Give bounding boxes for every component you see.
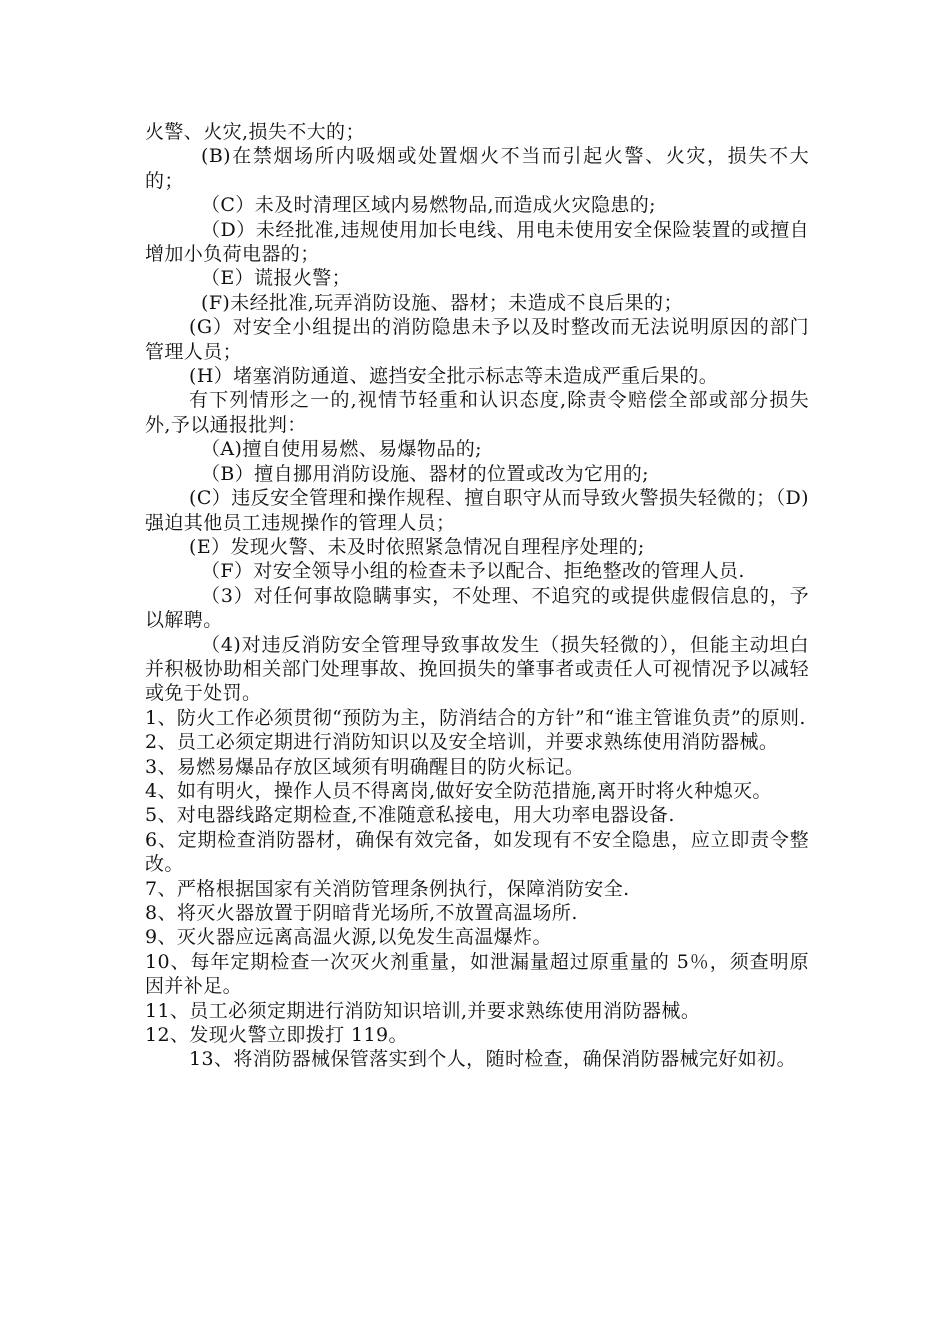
paragraph: (E）发现火警、未及时依照紧急情况自理程序处理的; [189, 535, 645, 558]
list-item: 10、每年定期检查一次灭火剂重量，如泄漏量超过原重量的 5％，须查明原因并补足。 [145, 950, 809, 998]
paragraph: （B）擅自挪用消防设施、器材的位置或改为它用的; [201, 462, 649, 485]
list-item: 7、严格根据国家有关消防管理条例执行，保障消防安全. [145, 877, 630, 900]
document-body [145, 120, 809, 1072]
paragraph: (H）堵塞消防通道、遮挡安全批示标志等未造成严重后果的。 [189, 365, 719, 388]
paragraph: （A)擅自使用易燃、易爆物品的; [201, 438, 482, 461]
list-item: 6、定期检查消防器材，确保有效完备，如发现有不安全隐患，应立即责令整改。 [145, 828, 809, 876]
list-item: 3、易燃易爆品存放区域须有明确醒目的防火标记。 [145, 755, 585, 778]
list-item: 13、将消防器械保管落实到个人，随时检查，确保消防器械完好如初。 [189, 1048, 796, 1071]
paragraph: (G）对安全小组提出的消防隐患未予以及时整改而无法说明原因的部门管理人员； [145, 316, 809, 363]
paragraph: (C）违反安全管理和操作规程、擅自职守从而导致火警损失轻微的；（D)强迫其他员工违规操作的管理人员； [145, 487, 809, 534]
paragraph: （C）未及时清理区域内易燃物品,而造成火灾隐患的; [201, 194, 656, 217]
list-item: 1、防火工作必须贯彻“预防为主，防消结合的方针”和“谁主管谁负责”的原则. [145, 706, 806, 729]
list-item: 2、员工必须定期进行消防知识以及安全培训，并要求熟练使用消防器械。 [145, 731, 779, 754]
list-item: 4、如有明火，操作人员不得离岗,做好安全防范措施,离开时将火种熄灭。 [145, 779, 772, 802]
paragraph: （E）谎报火警； [201, 267, 352, 290]
list-item: 5、对电器线路定期检查,不准随意私接电，用大功率电器设备. [145, 804, 675, 827]
list-item: 11、员工必须定期进行消防知识培训,并要求熟练使用消防器械。 [145, 999, 701, 1022]
paragraph: 有下列情形之一的,视情节轻重和认识态度,除责令赔偿全部或部分损失外,予以通报批判： [145, 389, 809, 436]
paragraph: (B)在禁烟场所内吸烟或处置烟火不当而引起火警、火灾，损失不大的； [145, 145, 809, 192]
paragraph: （4)对违反消防安全管理导致事故发生（损失轻微的），但能主动坦白并积极协助相关部门处理事故、挽回损失的肇事者或责任人可视情况予以减轻或免于处罚。 [145, 633, 809, 705]
paragraph: (F)未经批准,玩弄消防设施、器材；未造成不良后果的； [201, 291, 683, 314]
paragraph: （F）对安全领导小组的检查未予以配合、拒绝整改的管理人员. [201, 560, 745, 583]
paragraph: （D）未经批准,违规使用加长电线、用电未使用安全保险装置的或擅自增加小负荷电器的； [145, 218, 809, 266]
paragraph: （3）对任何事故隐瞒事实，不处理、不追究的或提供虚假信息的，予以解聘。 [145, 584, 809, 632]
paragraph: 火警、火灾,损失不大的； [145, 121, 365, 143]
list-item: 12、发现火警立即拨打 119。 [145, 1024, 408, 1047]
list-item: 8、将灭火器放置于阴暗背光场所,不放置高温场所. [145, 902, 578, 924]
list-item: 9、灭火器应远离高温火源,以免发生高温爆炸。 [145, 926, 552, 949]
